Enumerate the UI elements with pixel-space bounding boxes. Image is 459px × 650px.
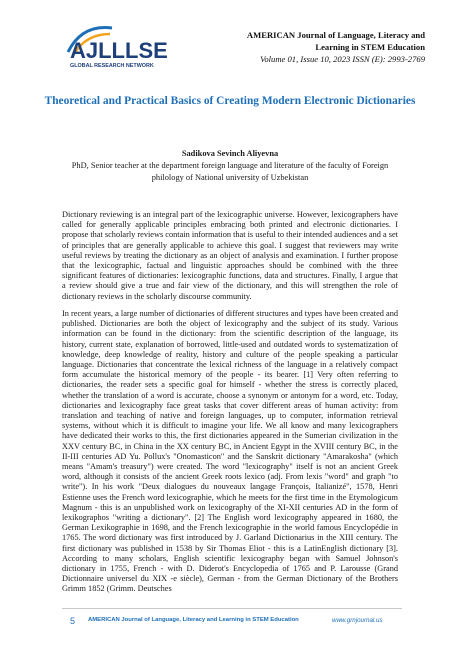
abstract-paragraph: Dictionary reviewing is an integral part of the lexicographic universe. However, lexicographers have called for generally applicable principles embracing both printed and electronic dictionaries. I propose that scholarly reviews contain information that is useful to their intended audiences and a set of principles that are generally applicable to achieve this goal. I suggest that reviewers may write useful reviews by treating the dictionary as an object of analysis and examination. I further propose that the lexicographic, factual and linguistic approaches should be combined with the three significant features of dictionaries: lexicographic functions, data and structures. Finally, I argue that a review should give a true and fair view of the dictionary, and this will strengthen the role of dictionary reviews in the scholarly discourse community. xyxy=(62,210,398,301)
page-number: 5 xyxy=(70,616,76,626)
page-header xyxy=(0,0,459,80)
article-title: Theoretical and Practical Basics of Creating Modern Electronic Dictionaries xyxy=(44,95,416,107)
logo-wordmark: AJLLLSE xyxy=(70,38,168,63)
journal-name-line1: AMERICAN Journal of Language, Literacy and xyxy=(246,30,425,40)
journal-info xyxy=(215,29,425,65)
journal-name-line2: Learning in STEM Education xyxy=(315,42,425,52)
journal-logo-graphic xyxy=(60,22,210,72)
volume-issn: Volume 01, Issue 10, 2023 ISSN (E): 2993-2769 xyxy=(260,54,425,64)
logo-subtext: GLOBAL RESEARCH NETWORK xyxy=(70,63,154,69)
body-paragraph: In recent years, a large number of dictionaries of different structures and types have been created and published. Dictionaries are both the object of lexicography and the subject of its study. Various information can be found in the dictionary: from the scientific description of the language, its history, current state, explanation of borrowed, little-used and outdated words to systematization of knowledge, deep knowledge of reality, history and culture of the people speaking a particular language. Dictionaries that concentrate the lexical richness of the language in a relatively compact form accumulate the historical memory of the people - its bearer. [1] Very often referring to dictionaries, the reader sets a specific goal for himself - whether the stress is correctly placed, whether the translation of a word is accurate, choose a synonym or antonym for a word, etc. Today, dictionaries and lexicography face great tasks that cover different areas of human activity: from translation and teaching of native and foreign languages, up to computer, information retrieval systems, without which it is difficult to imagine your life. We all know and many lexicographers have dedicated their works to this, the first dictionaries appeared in the Sumerian civilization in the XXV century BC, in China in the XX century BC, in Ancient Egypt in the XVIII century BC, in the II-III centuries AD Yu. Pollux's "Onomasticon" and the Sanskrit dictionary "Amarakosha" (which means "Amam's treasury") were created. The word "lexicography" itself is not an ancient Greek word, although it consists of the ancient Greek roots lexico (adj. From lexis "word" and graph "to write"). In his work "Deux dialogues du nouveaux langage François, Italianizé", 1578, Henri Estienne uses the French word lexicographie, which he meets for the first time in the Etymologicum Magnum - this is an unpublished work on lexicography of the XI-XII centuries AD in the form of lexikographos "writing a dictionary". [2] The English word lexicography appeared in 1680, the German Lexikographie in 1698, and the French lexicographie in the world famous Encyclopédie in 1765. The word dictionary was first introduced by J. Garland Dictionarius in the XIII century. The first dictionary was published in 1538 by Sir Thomas Eliot - this is a LatinEnglish dictionary [3]. According to many scholars, English scientific lexicography began with Samuel Johnson's dictionary in 1755, French - with D. Diderot's Encyclopedia of 1765 and P. Larousse (Grand Dictionnaire universel du XIX -e siècle), German - from the German Dictionary of the Brothers Grimm 1852 (Grimm. Deutsches xyxy=(62,309,398,594)
footer-url-link[interactable]: www.grnjournal.us xyxy=(332,617,383,624)
author-affiliation: PhD, Senior teacher at the department foreign language and literature of the faculty of Foreign philology of National university of Uzbekistan xyxy=(71,161,389,182)
journal-logo xyxy=(60,22,210,72)
page-footer xyxy=(0,608,459,648)
author-name: Sadikova Sevinch Aliyevna xyxy=(181,149,279,158)
footer-divider xyxy=(62,608,402,609)
footer-journal-name: AMERICAN Journal of Language, Literacy and Learning in STEM Education xyxy=(88,617,299,623)
